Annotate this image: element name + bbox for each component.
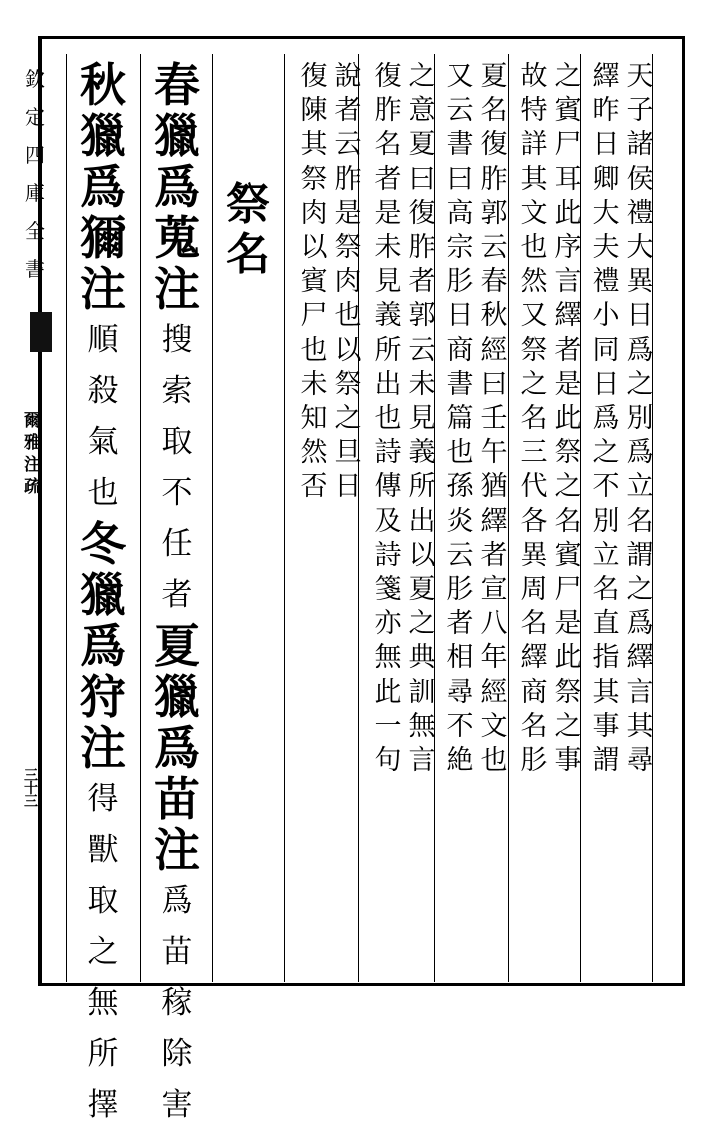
glyph: 之	[554, 61, 582, 92]
glyph: 昨	[592, 95, 620, 127]
glyph: 不	[446, 710, 474, 742]
glyph: 害	[161, 1087, 193, 1123]
glyph: 小	[592, 300, 620, 332]
glyph: 大	[626, 232, 654, 264]
glyph: 秋	[480, 300, 508, 332]
entry-note-text	[150, 315, 204, 621]
glyph: 賓	[300, 266, 328, 298]
glyph: 其	[592, 676, 620, 708]
glyph: 云	[408, 334, 436, 366]
glyph: 也	[520, 232, 548, 264]
glyph: 注	[154, 823, 200, 877]
glyph: 夏	[408, 129, 436, 161]
glyph: 云	[480, 232, 508, 264]
glyph: 不	[161, 475, 193, 511]
glyph: 年	[480, 642, 508, 674]
column-rule	[66, 54, 67, 982]
glyph: 郭	[408, 300, 436, 332]
glyph: 是	[374, 197, 402, 229]
glyph: 復	[300, 61, 328, 92]
commentary-column	[476, 60, 512, 778]
glyph: 立	[592, 539, 620, 571]
glyph: 故	[520, 61, 548, 92]
glyph: 雅	[24, 433, 41, 453]
glyph: 周	[520, 574, 548, 606]
glyph: 日	[626, 300, 654, 332]
glyph: 指	[592, 642, 620, 674]
glyph: 秋	[80, 58, 126, 112]
glyph: 庫	[25, 181, 45, 205]
glyph: 全	[25, 219, 45, 243]
glyph: 者	[408, 266, 436, 298]
glyph: 別	[592, 505, 620, 537]
glyph: 獮	[80, 211, 126, 265]
entry-main-text	[76, 519, 130, 774]
glyph: 是	[334, 197, 362, 229]
glyph: 言	[626, 676, 654, 708]
glyph: 春	[154, 58, 200, 112]
glyph: 也	[446, 437, 474, 469]
glyph: 搜	[161, 322, 193, 358]
glyph: 郭	[480, 197, 508, 229]
glyph: 擇	[87, 1087, 119, 1123]
column-rule	[284, 54, 285, 982]
glyph: 此	[554, 403, 582, 435]
glyph: 獵	[154, 109, 200, 163]
entry-column-spring-summer	[150, 60, 204, 1131]
glyph: 者	[480, 539, 508, 571]
glyph: 立	[626, 471, 654, 503]
glyph: 所	[374, 334, 402, 366]
glyph: 別	[626, 403, 654, 435]
glyph: 名	[374, 129, 402, 161]
glyph: 者	[374, 163, 402, 195]
glyph: 尋	[626, 745, 654, 777]
glyph: 見	[374, 266, 402, 298]
glyph: 者	[161, 577, 193, 613]
entry-note-text	[150, 876, 204, 1131]
glyph: 之	[626, 368, 654, 400]
glyph: 也	[480, 745, 508, 777]
margin-fishtail-mark	[30, 312, 52, 352]
glyph: 祭	[334, 232, 362, 264]
glyph: 名	[626, 505, 654, 537]
glyph: 尸	[554, 129, 582, 161]
glyph: 苗	[161, 934, 193, 970]
entry-column-autumn-winter	[76, 60, 130, 1131]
glyph: 其	[300, 129, 328, 161]
glyph: 注	[24, 455, 41, 475]
glyph: 書	[446, 368, 474, 400]
glyph: 名	[226, 229, 270, 280]
glyph: 壬	[480, 403, 508, 435]
glyph: 賓	[554, 95, 582, 127]
glyph: 尸	[300, 300, 328, 332]
glyph: 冬	[80, 517, 126, 571]
glyph: 祭	[520, 334, 548, 366]
glyph: 繹	[480, 505, 508, 537]
glyph: 除	[161, 1036, 193, 1072]
glyph: 獵	[154, 670, 200, 724]
entry-main-text	[76, 60, 130, 315]
glyph: 疏	[24, 477, 41, 497]
glyph: 四	[25, 143, 45, 167]
commentary-column	[370, 60, 406, 778]
commentary-column	[330, 60, 366, 505]
glyph: 代	[520, 471, 548, 503]
glyph: 又	[520, 300, 548, 332]
glyph: 謂	[592, 745, 620, 777]
glyph: 無	[408, 710, 436, 742]
glyph: 獵	[80, 109, 126, 163]
glyph: 爾	[24, 411, 41, 431]
glyph: 之	[626, 574, 654, 606]
glyph: 未	[300, 368, 328, 400]
glyph: 定	[25, 105, 45, 129]
glyph: 日	[334, 471, 362, 503]
glyph: 之	[554, 471, 582, 503]
glyph: 之	[520, 368, 548, 400]
glyph: 宣	[480, 574, 508, 606]
glyph: 直	[592, 608, 620, 640]
glyph: 祭	[554, 437, 582, 469]
entry-main-text	[150, 621, 204, 876]
glyph: 繹	[554, 300, 582, 332]
glyph: 絶	[446, 745, 474, 777]
glyph: 日	[592, 129, 620, 161]
glyph: 詳	[520, 129, 548, 161]
glyph: 典	[408, 642, 436, 674]
glyph: 未	[408, 368, 436, 400]
glyph: 相	[446, 642, 474, 674]
glyph: 否	[300, 471, 328, 503]
glyph: 書	[25, 257, 45, 281]
glyph: 大	[592, 197, 620, 229]
glyph: 亦	[374, 608, 402, 640]
glyph: 肜	[520, 745, 548, 777]
glyph: 獵	[80, 568, 126, 622]
glyph: 所	[408, 471, 436, 503]
glyph: 義	[374, 300, 402, 332]
glyph: 序	[554, 232, 582, 264]
section-heading	[218, 180, 278, 280]
glyph: 繹	[520, 642, 548, 674]
glyph: 異	[520, 539, 548, 571]
glyph: 胙	[374, 95, 402, 127]
glyph: 事	[554, 745, 582, 777]
glyph: 十	[24, 781, 38, 797]
glyph: 之	[554, 710, 582, 742]
glyph: 氣	[87, 424, 119, 460]
glyph: 商	[446, 334, 474, 366]
glyph: 出	[374, 368, 402, 400]
glyph: 也	[87, 475, 119, 511]
glyph: 無	[374, 642, 402, 674]
glyph: 子	[626, 95, 654, 127]
glyph: 炎	[446, 505, 474, 537]
glyph: 各	[520, 505, 548, 537]
glyph: 之	[408, 61, 436, 92]
glyph: 以	[300, 232, 328, 264]
glyph: 祭	[334, 368, 362, 400]
margin-page-number	[24, 770, 38, 809]
glyph: 其	[520, 163, 548, 195]
glyph: 訓	[408, 676, 436, 708]
commentary-column	[404, 60, 440, 778]
glyph: 不	[592, 471, 620, 503]
glyph: 曰	[408, 163, 436, 195]
entry-main-text	[150, 60, 204, 315]
glyph: 者	[554, 334, 582, 366]
glyph: 未	[374, 232, 402, 264]
commentary-column	[622, 60, 658, 778]
glyph: 諸	[626, 129, 654, 161]
commentary-column	[588, 60, 624, 778]
glyph: 注	[80, 721, 126, 775]
glyph: 八	[480, 608, 508, 640]
glyph: 賓	[554, 539, 582, 571]
glyph: 也	[374, 403, 402, 435]
glyph: 禮	[626, 197, 654, 229]
glyph: 侯	[626, 163, 654, 195]
glyph: 肉	[334, 266, 362, 298]
glyph: 名	[520, 403, 548, 435]
glyph: 篇	[446, 403, 474, 435]
glyph: 者	[334, 95, 362, 127]
glyph: 名	[520, 608, 548, 640]
glyph: 同	[592, 334, 620, 366]
glyph: 詩	[374, 539, 402, 571]
glyph: 午	[480, 437, 508, 469]
glyph: 肉	[300, 197, 328, 229]
glyph: 云	[446, 539, 474, 571]
glyph: 說	[334, 61, 362, 92]
glyph: 特	[520, 95, 548, 127]
glyph: 之	[87, 934, 119, 970]
glyph: 一	[374, 710, 402, 742]
glyph: 曰	[480, 368, 508, 400]
glyph: 又	[446, 61, 474, 92]
glyph: 異	[626, 266, 654, 298]
glyph: 日	[592, 368, 620, 400]
glyph: 宗	[446, 232, 474, 264]
glyph: 經	[480, 676, 508, 708]
glyph: 名	[520, 710, 548, 742]
glyph: 知	[300, 403, 328, 435]
glyph: 謂	[626, 539, 654, 571]
entry-note-text	[76, 774, 130, 1131]
glyph: 傳	[374, 471, 402, 503]
glyph: 蒐	[154, 211, 200, 265]
glyph: 復	[480, 129, 508, 161]
glyph: 經	[480, 334, 508, 366]
glyph: 爲	[154, 721, 200, 775]
glyph: 文	[520, 197, 548, 229]
glyph: 所	[87, 1036, 119, 1072]
glyph: 句	[374, 745, 402, 777]
glyph: 三	[24, 768, 38, 784]
glyph: 稼	[161, 985, 193, 1021]
glyph: 言	[554, 266, 582, 298]
commentary-column	[296, 60, 332, 505]
glyph: 狩	[80, 670, 126, 724]
glyph: 春	[480, 266, 508, 298]
glyph: 爲	[80, 160, 126, 214]
glyph: 然	[300, 437, 328, 469]
glyph: 爲	[154, 160, 200, 214]
glyph: 出	[408, 505, 436, 537]
glyph: 三	[24, 794, 38, 810]
glyph: 書	[446, 129, 474, 161]
glyph: 之	[408, 608, 436, 640]
glyph: 以	[408, 539, 436, 571]
glyph: 殺	[87, 373, 119, 409]
glyph: 爲	[80, 619, 126, 673]
glyph: 注	[80, 262, 126, 316]
glyph: 也	[334, 300, 362, 332]
glyph: 夏	[480, 61, 508, 92]
glyph: 夏	[154, 619, 200, 673]
glyph: 孫	[446, 471, 474, 503]
glyph: 復	[374, 61, 402, 92]
glyph: 爲	[626, 608, 654, 640]
glyph: 爲	[626, 334, 654, 366]
glyph: 云	[446, 95, 474, 127]
glyph: 之	[592, 437, 620, 469]
glyph: 得	[87, 781, 119, 817]
glyph: 意	[408, 95, 436, 127]
glyph: 言	[408, 745, 436, 777]
glyph: 然	[520, 266, 548, 298]
glyph: 肜	[446, 574, 474, 606]
commentary-column	[442, 60, 478, 778]
glyph: 者	[446, 608, 474, 640]
margin-book-label	[22, 60, 48, 288]
glyph: 箋	[374, 574, 402, 606]
glyph: 耳	[554, 163, 582, 195]
glyph: 詩	[374, 437, 402, 469]
glyph: 無	[87, 985, 119, 1021]
glyph: 爲	[592, 403, 620, 435]
glyph: 欽	[25, 67, 45, 91]
glyph: 名	[554, 505, 582, 537]
glyph: 苗	[154, 772, 200, 826]
glyph: 祭	[554, 676, 582, 708]
glyph: 注	[154, 262, 200, 316]
glyph: 獸	[87, 832, 119, 868]
glyph: 繹	[626, 642, 654, 674]
glyph: 猶	[480, 471, 508, 503]
column-rule	[212, 54, 213, 982]
glyph: 肜	[446, 266, 474, 298]
glyph: 高	[446, 197, 474, 229]
glyph: 義	[408, 437, 436, 469]
glyph: 天	[626, 61, 654, 92]
glyph: 胙	[408, 232, 436, 264]
glyph: 以	[334, 334, 362, 366]
glyph: 尋	[446, 676, 474, 708]
glyph: 夫	[592, 232, 620, 264]
glyph: 卿	[592, 163, 620, 195]
glyph: 文	[480, 710, 508, 742]
column-rule	[140, 54, 141, 982]
glyph: 爲	[161, 883, 193, 919]
glyph: 旦	[334, 437, 362, 469]
glyph: 胙	[334, 163, 362, 195]
glyph: 曰	[446, 163, 474, 195]
commentary-column	[516, 60, 552, 778]
margin-title	[24, 410, 41, 498]
glyph: 云	[334, 129, 362, 161]
glyph: 爲	[626, 437, 654, 469]
glyph: 祭	[226, 179, 270, 230]
glyph: 祭	[300, 163, 328, 195]
glyph: 是	[554, 368, 582, 400]
glyph: 及	[374, 505, 402, 537]
glyph: 禮	[592, 266, 620, 298]
glyph: 取	[87, 883, 119, 919]
glyph: 三	[520, 437, 548, 469]
glyph: 夏	[408, 574, 436, 606]
glyph: 名	[592, 574, 620, 606]
glyph: 取	[161, 424, 193, 460]
glyph: 也	[300, 334, 328, 366]
glyph: 陳	[300, 95, 328, 127]
glyph: 任	[161, 526, 193, 562]
glyph: 商	[520, 676, 548, 708]
glyph: 事	[592, 710, 620, 742]
glyph: 此	[554, 642, 582, 674]
glyph: 此	[374, 676, 402, 708]
glyph: 是	[554, 608, 582, 640]
glyph: 見	[408, 403, 436, 435]
commentary-column	[550, 60, 586, 778]
glyph: 索	[161, 373, 193, 409]
entry-note-text	[76, 315, 130, 519]
glyph: 名	[480, 95, 508, 127]
glyph: 其	[626, 710, 654, 742]
glyph: 順	[87, 322, 119, 358]
glyph: 胙	[480, 163, 508, 195]
glyph: 繹	[592, 61, 620, 92]
glyph: 尸	[554, 574, 582, 606]
glyph: 之	[334, 403, 362, 435]
glyph: 復	[408, 197, 436, 229]
glyph: 日	[446, 300, 474, 332]
glyph: 此	[554, 197, 582, 229]
